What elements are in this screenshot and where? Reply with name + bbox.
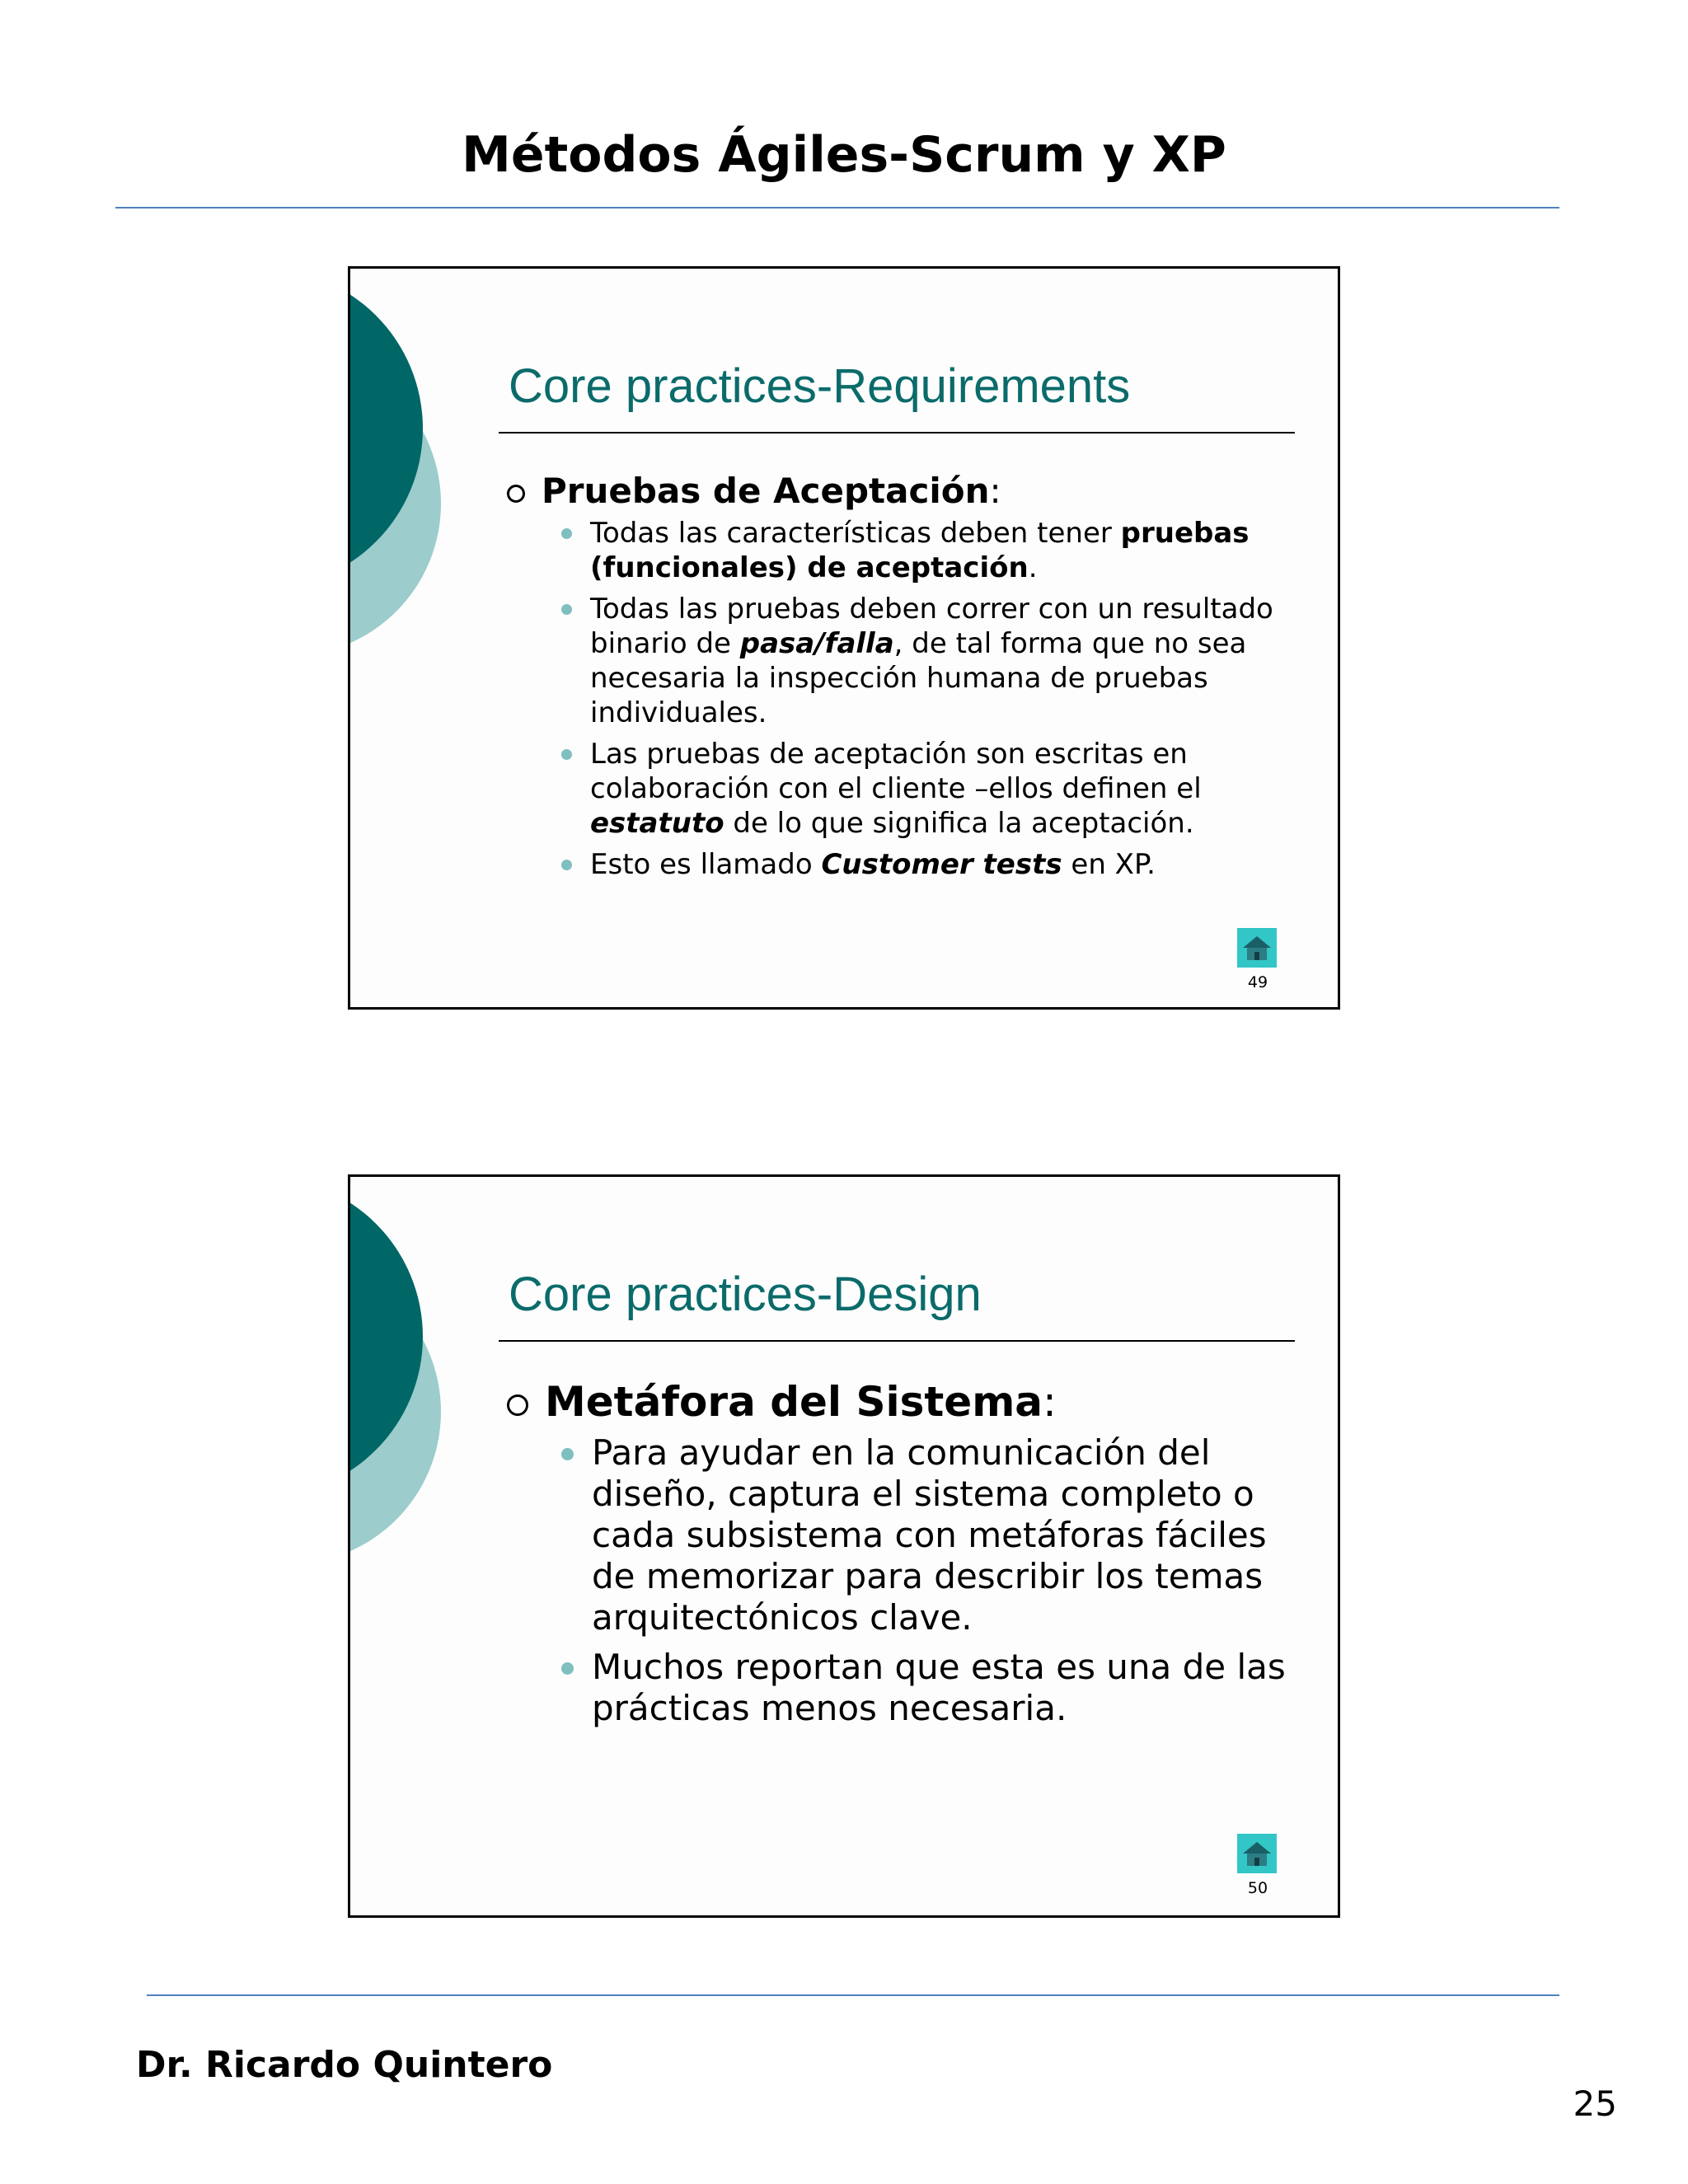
main-bullet-rest: : — [989, 471, 1001, 511]
bullet-dot-icon — [561, 604, 572, 615]
main-bullet-rest: : — [1043, 1378, 1057, 1426]
page-number: 25 — [1573, 2083, 1617, 2124]
slide-thumbnail — [348, 1174, 1340, 1918]
bullet-text-segment: de lo que significa la aceptación. — [724, 807, 1194, 840]
home-button[interactable] — [1237, 1834, 1277, 1873]
slide-title: Core practices-Requirements — [509, 359, 1131, 413]
slide-title-divider — [499, 1340, 1295, 1342]
bullet-item — [558, 516, 1300, 585]
bullet-text-segment: Esto es llamado — [590, 848, 822, 881]
home-button[interactable] — [1237, 928, 1277, 968]
bullet-text-segment: pruebas (funcionales) de aceptación — [590, 517, 1250, 584]
bullet-dot-icon — [561, 1662, 574, 1675]
slide-number: 49 — [1247, 973, 1268, 991]
bullet-text-segment: estatuto — [590, 807, 724, 840]
house-icon — [1241, 1840, 1273, 1868]
bullet-item — [558, 847, 1300, 882]
bullet-text-segment: Las pruebas de aceptación son escritas en colaboración con el cliente –ellos definen el — [590, 738, 1202, 805]
slide-title: Core practices-Design — [509, 1268, 982, 1321]
author-name: Dr. Ricardo Quintero — [136, 2044, 553, 2086]
hollow-bullet-icon — [507, 485, 525, 503]
header-divider — [115, 207, 1559, 209]
bullet-text-segment: . — [1028, 551, 1038, 584]
main-bullet-bold: Metáfora del Sistema — [545, 1378, 1043, 1426]
sub-bullet-list — [558, 1432, 1300, 1737]
bullet-item — [558, 592, 1300, 730]
hollow-bullet-icon — [507, 1394, 528, 1416]
bullet-text-segment: Todas las características deben tener — [590, 517, 1121, 550]
bullet-text-segment: en XP. — [1062, 848, 1156, 881]
sub-bullet-list — [558, 516, 1300, 888]
bullet-text — [592, 1432, 1300, 1638]
bullet-text-segment: Customer tests — [821, 848, 1062, 881]
bullet-item — [558, 1432, 1300, 1638]
bullet-text — [590, 737, 1300, 841]
footer-divider — [147, 1994, 1559, 1996]
bullet-dot-icon — [561, 860, 572, 870]
bullet-text-segment: pasa/falla — [739, 627, 894, 660]
page-title: Métodos Ágiles-Scrum y XP — [462, 126, 1226, 184]
main-bullet-bold: Pruebas de Aceptación — [542, 471, 990, 511]
bullet-dot-icon — [561, 1448, 574, 1460]
slide-title-divider — [499, 432, 1295, 434]
bullet-text — [590, 592, 1300, 730]
main-bullet — [507, 471, 1001, 511]
bullet-text — [592, 1647, 1300, 1729]
bullet-text — [590, 847, 1300, 882]
bullet-text-segment: Todas las pruebas deben correr con un resultado binario de — [590, 593, 1273, 660]
slide-thumbnail — [348, 266, 1340, 1010]
bullet-dot-icon — [561, 528, 572, 539]
bullet-text-segment: Muchos reportan que esta es una de las prácticas menos necesaria. — [592, 1647, 1286, 1728]
bullet-text-segment: Para ayudar en la comunicación del diseño, captura el sistema completo o cada subsistema con metáforas fáciles de memorizar para describir los temas arquitectónicos clave. — [592, 1432, 1267, 1638]
bullet-item — [558, 737, 1300, 841]
house-icon — [1241, 934, 1273, 962]
slide-number: 50 — [1247, 1879, 1268, 1897]
bullet-dot-icon — [561, 749, 572, 760]
bullet-text-segment: , de tal forma que no sea necesaria la inspección humana de pruebas individuales. — [590, 627, 1247, 729]
bullet-text — [590, 516, 1300, 585]
bullet-item — [558, 1647, 1300, 1729]
main-bullet — [507, 1378, 1057, 1426]
